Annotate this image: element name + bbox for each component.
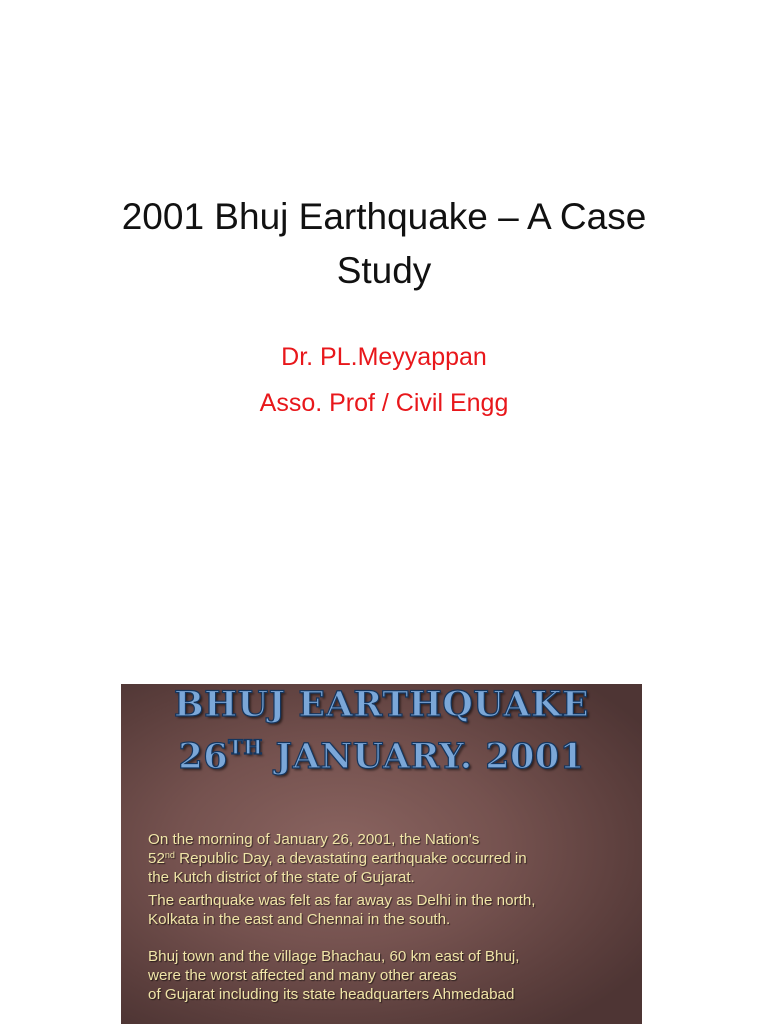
paragraph-3-line-2: were the worst affected and many other areas <box>148 967 457 984</box>
paragraph-3-line-1: Bhuj town and the village Bhachau, 60 km east of Bhuj, <box>148 948 520 965</box>
image-heading-line-2 <box>121 736 642 778</box>
slide-subtitle <box>40 334 728 426</box>
slide-title-line-2: Study <box>336 250 432 291</box>
heading-day-suffix: TH <box>228 735 263 759</box>
paragraph-1 <box>148 830 628 887</box>
paragraph-3-line-3: of Gujarat including its state headquarters Ahmedabad <box>148 986 515 1003</box>
author-position: Asso. Prof / Civil Engg <box>259 389 509 417</box>
paragraph-2-line-1: The earthquake was felt as far away as Delhi in the north, <box>148 892 536 909</box>
paragraph-3 <box>148 947 628 1004</box>
embedded-slide-image <box>121 684 642 1024</box>
paragraph-2 <box>148 891 628 929</box>
slide-title <box>40 190 728 298</box>
paragraph-1-line-2-number: 52 <box>148 850 165 867</box>
paragraph-1-line-2-suffix: nd <box>164 850 175 860</box>
paragraph-1-line-3: the Kutch district of the state of Gujarat. <box>148 869 415 886</box>
paragraph-1-line-1: On the morning of January 26, 2001, the Nation's <box>148 831 480 848</box>
image-heading-line-1: BHUJ EARTHQUAKE <box>173 684 590 725</box>
paragraph-1-line-2-rest: Republic Day, a devastating earthquake occurred in <box>174 850 527 867</box>
heading-month-year: JANUARY. 2001 <box>262 736 585 777</box>
heading-day: 26 <box>178 736 229 777</box>
image-body-text <box>148 830 628 1004</box>
paragraph-2-line-2: Kolkata in the east and Chennai in the south. <box>148 911 451 928</box>
slide-title-line-1: 2001 Bhuj Earthquake – A Case <box>121 196 647 237</box>
author-name: Dr. PL.Meyyappan <box>281 343 487 371</box>
